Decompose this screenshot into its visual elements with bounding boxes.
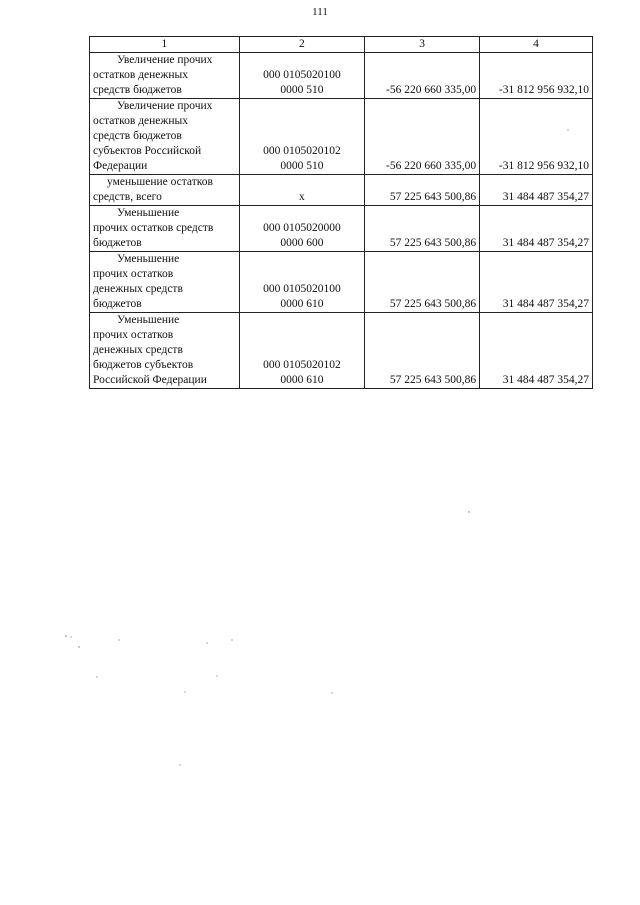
row-code-cell <box>239 53 365 99</box>
row-name-line: Уменьшение <box>117 314 180 326</box>
column-header-2: 2 <box>239 37 365 53</box>
row-name-line: Российской Федерации <box>93 374 207 386</box>
row-code-line: 0000 600 <box>280 237 324 249</box>
column-header-3: 3 <box>365 37 480 53</box>
row-name-line: уменьшение остатков <box>107 176 213 188</box>
table-row <box>90 99 593 175</box>
row-code-cell <box>239 313 365 389</box>
row-code-line: 0000 510 <box>280 84 324 96</box>
row-name-line: Федерации <box>93 160 148 172</box>
row-value-col3: 57 225 643 500,86 <box>365 175 480 206</box>
row-value-col3: 57 225 643 500,86 <box>365 252 480 313</box>
row-code-line: 000 0105020102 <box>263 359 341 371</box>
row-name-line: денежных средств <box>93 283 183 295</box>
row-name-cell <box>90 175 240 206</box>
row-code-cell <box>239 206 365 252</box>
row-name-line: бюджетов <box>93 298 142 310</box>
row-code-cell <box>239 99 365 175</box>
row-code-line: 000 0105020100 <box>263 283 341 295</box>
row-name-cell <box>90 206 240 252</box>
row-code-cell <box>239 175 365 206</box>
row-value-col4: 31 484 487 354,27 <box>480 252 593 313</box>
table-row <box>90 313 593 389</box>
row-name-line: прочих остатков средств <box>93 222 214 234</box>
row-code-line: 000 0105020100 <box>263 69 341 81</box>
row-code-line: 0000 610 <box>280 374 324 386</box>
table-body <box>90 53 593 389</box>
row-name-line: Увеличение прочих <box>117 100 213 112</box>
table-row <box>90 206 593 252</box>
row-value-col3: 57 225 643 500,86 <box>365 206 480 252</box>
table-row <box>90 252 593 313</box>
row-name-line: Уменьшение <box>117 253 180 265</box>
row-code-line: 000 0105020000 <box>263 222 341 234</box>
row-name-line: средств бюджетов <box>93 84 182 96</box>
row-name-line: средств, всего <box>93 191 162 203</box>
row-value-col4: 31 484 487 354,27 <box>480 313 593 389</box>
page-number: 111 <box>312 6 328 18</box>
row-value-col4: 31 484 487 354,27 <box>480 175 593 206</box>
row-code-line: 000 0105020102 <box>263 145 341 157</box>
table-row <box>90 53 593 99</box>
column-header-1: 1 <box>90 37 240 53</box>
row-name-line: прочих остатков <box>93 329 174 341</box>
row-code-line: 0000 610 <box>280 298 324 310</box>
row-name-line: Увеличение прочих <box>117 54 213 66</box>
row-name-line: прочих остатков <box>93 268 174 280</box>
row-value-col4: 31 484 487 354,27 <box>480 206 593 252</box>
row-name-line: остатков денежных <box>93 115 188 127</box>
row-name-line: средств бюджетов <box>93 130 182 142</box>
row-value-col3: -56 220 660 335,00 <box>365 99 480 175</box>
row-value-col4: -31 812 956 932,10 <box>480 53 593 99</box>
row-name-line: остатков денежных <box>93 69 188 81</box>
row-name-cell <box>90 99 240 175</box>
row-name-line: бюджетов <box>93 237 142 249</box>
row-name-line: денежных средств <box>93 344 183 356</box>
row-name-cell <box>90 53 240 99</box>
row-value-col3: -56 220 660 335,00 <box>365 53 480 99</box>
budget-sources-table <box>89 36 593 389</box>
row-name-line: бюджетов субъектов <box>93 359 194 371</box>
table-header-row <box>90 37 593 53</box>
row-value-col4: -31 812 956 932,10 <box>480 99 593 175</box>
row-name-cell <box>90 313 240 389</box>
table-row <box>90 175 593 206</box>
row-name-cell <box>90 252 240 313</box>
row-code-line: х <box>299 191 305 203</box>
row-value-col3: 57 225 643 500,86 <box>365 313 480 389</box>
row-name-line: субъектов Российской <box>93 145 202 157</box>
column-header-4: 4 <box>480 37 593 53</box>
row-name-line: Уменьшение <box>117 207 180 219</box>
row-code-line: 0000 510 <box>280 160 324 172</box>
row-code-cell <box>239 252 365 313</box>
